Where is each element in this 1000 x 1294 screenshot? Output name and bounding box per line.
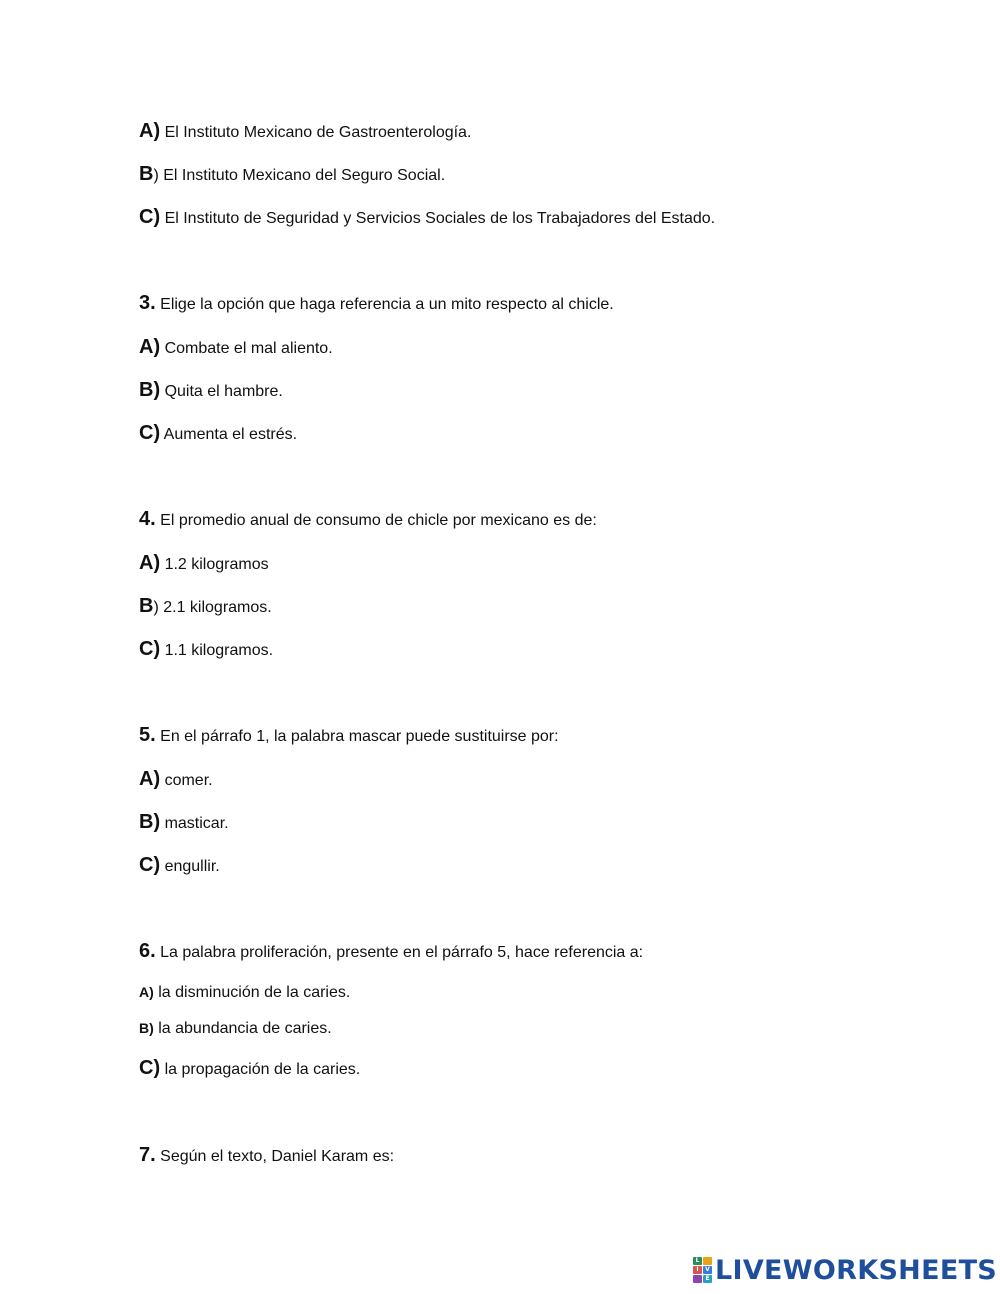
- option-c-q3: [139, 423, 297, 445]
- option-text: la abundancia de caries.: [158, 1020, 332, 1037]
- option-text: Combate el mal aliento.: [164, 340, 333, 357]
- option-b-q4: [139, 596, 272, 618]
- option-b-q6: [139, 1018, 332, 1039]
- option-b-q3: [139, 380, 283, 402]
- option-a-q4: [139, 553, 269, 575]
- option-marker: A): [139, 336, 161, 358]
- option-c-q6: [139, 1058, 360, 1080]
- logo-tile: E: [703, 1275, 712, 1283]
- logo-tile: [703, 1257, 712, 1265]
- question-5: [139, 725, 559, 747]
- option-marker: C): [139, 638, 161, 660]
- option-marker: C): [139, 422, 161, 444]
- option-a-q3: [139, 337, 333, 359]
- option-marker: B): [139, 1020, 154, 1036]
- question-text: La palabra proliferación, presente en el párrafo 5, hace referencia a:: [160, 944, 644, 961]
- option-marker: B): [139, 379, 161, 401]
- question-number: 3.: [139, 292, 156, 314]
- question-3: [139, 293, 614, 315]
- option-text: masticar.: [164, 815, 229, 832]
- option-text: Quita el hambre.: [164, 383, 283, 400]
- option-marker: B: [139, 595, 154, 617]
- question-text: En el párrafo 1, la palabra mascar puede sustituirse por:: [160, 728, 559, 745]
- option-text: El Instituto de Seguridad y Servicios Sociales de los Trabajadores del Estado.: [164, 210, 716, 227]
- option-marker: C): [139, 854, 161, 876]
- option-marker: A): [139, 984, 154, 1000]
- question-number: 6.: [139, 940, 156, 962]
- question-number: 4.: [139, 508, 156, 530]
- option-marker: B: [139, 163, 154, 185]
- option-text: Aumenta el estrés.: [163, 426, 298, 443]
- option-c-q4: [139, 639, 273, 661]
- option-c-q5: [139, 855, 220, 877]
- logo-tile: [693, 1275, 702, 1283]
- option-text: ) 2.1 kilogramos.: [153, 599, 272, 616]
- option-marker: A): [139, 120, 161, 142]
- option-text: engullir.: [164, 858, 220, 875]
- option-marker: C): [139, 206, 161, 228]
- option-text: ) El Instituto Mexicano del Seguro Social.: [153, 167, 446, 184]
- logo-tile: V: [703, 1266, 712, 1274]
- question-number: 7.: [139, 1144, 156, 1166]
- logo-text: LIVEWORKSHEETS: [715, 1254, 998, 1286]
- option-text: la propagación de la caries.: [164, 1061, 361, 1078]
- option-marker: A): [139, 552, 161, 574]
- option-c-q2: [139, 207, 715, 229]
- option-text: comer.: [164, 772, 213, 789]
- question-number: 5.: [139, 724, 156, 746]
- option-a-q6: [139, 982, 350, 1003]
- question-text: Según el texto, Daniel Karam es:: [160, 1148, 395, 1165]
- option-a-q5: [139, 769, 213, 791]
- question-text: Elige la opción que haga referencia a un mito respecto al chicle.: [160, 296, 614, 313]
- option-marker: B): [139, 811, 161, 833]
- option-b-q2: [139, 164, 445, 186]
- option-text: la disminución de la caries.: [158, 984, 351, 1001]
- liveworksheets-logo-icon: [693, 1257, 712, 1283]
- option-a-q2: [139, 121, 471, 143]
- logo-tile: L: [693, 1257, 702, 1265]
- logo-tile: I: [693, 1266, 702, 1274]
- option-b-q5: [139, 812, 229, 834]
- question-7: [139, 1145, 394, 1167]
- option-marker: A): [139, 768, 161, 790]
- liveworksheets-logo[interactable]: [693, 1256, 997, 1284]
- option-text: 1.2 kilogramos: [164, 556, 269, 573]
- option-marker: C): [139, 1057, 161, 1079]
- question-text: El promedio anual de consumo de chicle por mexicano es de:: [160, 512, 597, 529]
- option-text: El Instituto Mexicano de Gastroenterología.: [164, 124, 472, 141]
- question-6: [139, 941, 643, 963]
- question-4: [139, 509, 597, 531]
- option-text: 1.1 kilogramos.: [164, 642, 274, 659]
